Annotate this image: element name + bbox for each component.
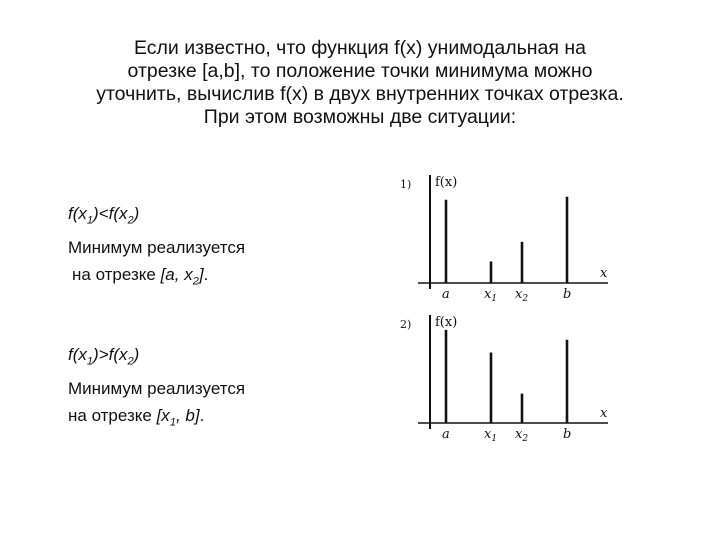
intro-line: При этом возможны две ситуации: (203, 106, 517, 128)
interval-part: , b] (175, 406, 200, 426)
intro-line: отрезке [a,b], то положение точки минимума можно (127, 60, 593, 82)
tick-label-x1 (484, 287, 497, 304)
interval-sub: 2 (192, 275, 199, 288)
intro-line: уточнить, вычислив f(x) в двух внутренних точках отрезка. (96, 83, 624, 105)
interval-prefix: на отрезке (72, 265, 161, 285)
interval-sub: 1 (169, 416, 176, 429)
tick-label-sub: 2 (522, 294, 529, 304)
tick-label-sub: 1 (491, 294, 498, 304)
case1-interval-line (68, 261, 328, 295)
tick-label-x1 (484, 427, 497, 444)
case1-interval (160, 265, 204, 288)
tick-label-b: b (563, 427, 572, 442)
interval-part: ] (198, 265, 204, 285)
intro-line: Если известно, что функция f(x) унимодальная на (134, 37, 586, 59)
formula-sub: 2 (127, 214, 134, 227)
intro-text (40, 37, 680, 129)
formula-sub: 1 (86, 214, 94, 227)
interval-suffix: . (199, 406, 205, 426)
formula-part: )>f(x (93, 345, 128, 364)
x-axis-label: x (600, 266, 608, 281)
interval-suffix: . (203, 265, 209, 285)
case2-condition (68, 341, 328, 375)
interval-part: [a, x (160, 265, 193, 285)
formula-sub: 1 (86, 355, 94, 368)
case1-result-line: Минимум реализуется (68, 238, 246, 258)
case2-interval (156, 406, 200, 429)
formula-part: f(x (68, 204, 87, 223)
x-axis-label: x (600, 406, 608, 421)
interval-prefix: на отрезке (68, 406, 157, 426)
formula-sub: 2 (127, 355, 134, 368)
case1-text (68, 200, 328, 296)
formula-part: f(x (68, 345, 87, 364)
tick-label-text: x (515, 287, 523, 302)
interval-part: [x (156, 406, 170, 426)
tick-label-x2 (515, 287, 528, 304)
tick-label-sub: 1 (491, 434, 498, 444)
case2-result-line: Минимум реализуется (68, 379, 246, 399)
tick-label-text: x (515, 427, 523, 442)
panel-1 (400, 175, 608, 304)
tick-label-text: x (484, 287, 492, 302)
case1-condition (68, 200, 328, 234)
formula-part: ) (133, 204, 140, 223)
formula-part: ) (133, 345, 140, 364)
tick-label-text: x (484, 427, 492, 442)
unimodal-diagram (380, 170, 620, 460)
y-axis-label: f(x) (435, 315, 458, 330)
tick-label-b: b (563, 287, 572, 302)
tick-label-x2 (515, 427, 528, 444)
tick-label-sub: 2 (522, 434, 529, 444)
case2-text (68, 341, 328, 437)
case2-interval-line (68, 402, 328, 436)
tick-label-a: a (442, 427, 450, 442)
y-axis-label: f(x) (435, 175, 458, 190)
tick-label-a: a (442, 287, 450, 302)
panel-number: 1) (400, 178, 412, 191)
panel-number: 2) (400, 318, 412, 331)
panel-2 (400, 315, 608, 444)
formula-part: )<f(x (93, 204, 128, 223)
